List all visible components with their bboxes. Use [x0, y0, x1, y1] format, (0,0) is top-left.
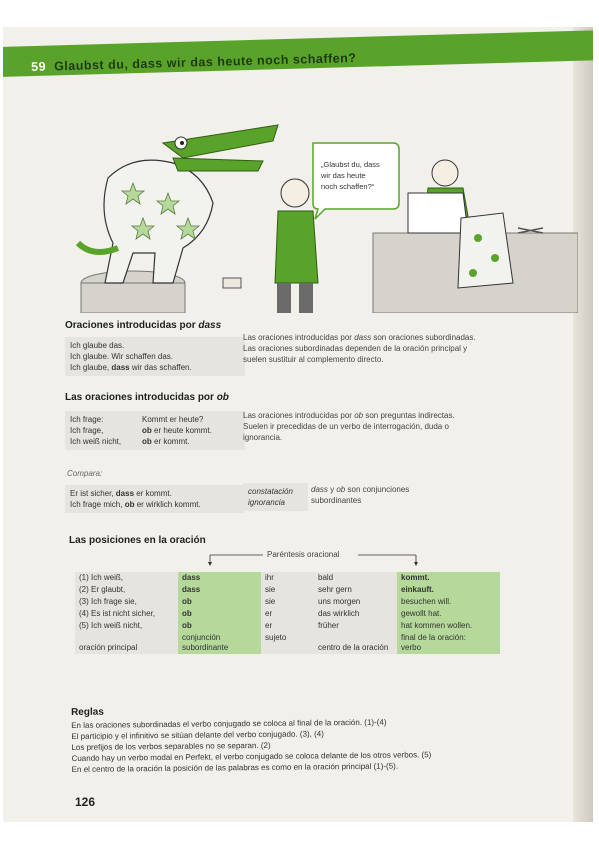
positions-cell: einkauft. [397, 584, 500, 596]
positions-row [75, 572, 500, 584]
positions-cell: ob [178, 620, 261, 632]
ob-row-3: Ich weiß nicht, ob er kommt. [70, 437, 190, 446]
footer-subj: sujeto [261, 632, 314, 654]
example-3: Ich glaube, dass wir das schaffen. [70, 363, 192, 372]
expl-line-3: suelen sustituir al complemento directo. [243, 355, 384, 364]
bubble-line-3: noch schaffen?“ [321, 182, 375, 191]
ob-expl-line-3: ignorancia. [243, 433, 283, 442]
compara-note-2: subordinantes [311, 496, 362, 505]
examples-dass [65, 337, 245, 376]
sewing-machine-icon [408, 193, 468, 233]
positions-cell: kommt. [397, 572, 500, 584]
footer-conj: conjunción subordinante [178, 632, 261, 654]
bubble-line-2: wir das heute [321, 171, 366, 180]
parenthesis-label: Paréntesis oracional [267, 550, 340, 559]
positions-cell: gewollt hat. [397, 608, 500, 620]
speech-bubble [313, 143, 399, 219]
bubble-line-1: „Glaubst du, dass [321, 160, 380, 169]
tag-ignorancia: ignorancia [248, 498, 285, 507]
footer-center: centro de la oración [314, 632, 397, 654]
tailor-body [275, 211, 318, 283]
rule-4: Cuando hay un verbo modal en Perfekt, el verbo conjugado se coloca delante de los otros verbos. (5) [71, 750, 432, 763]
crocodile-jaw-lower [173, 158, 263, 171]
section-title-positions: Las posiciones en la oración [69, 535, 206, 546]
compara-tags [243, 483, 308, 511]
crocodile-shirt [104, 160, 213, 283]
positions-cell: (5) Ich weiß nicht, [75, 620, 178, 632]
positions-cell: bald [314, 572, 397, 584]
positions-cell: hat kommen wollen. [397, 620, 500, 632]
examples-ob [65, 411, 245, 450]
positions-cell: (2) Er glaubt, [75, 584, 178, 596]
positions-cell: sie [261, 596, 314, 608]
rule-3: Los prefijos de los verbos separables no se separan. (2) [71, 740, 271, 752]
compara-label: Compara: [67, 469, 103, 478]
positions-cell: dass [178, 584, 261, 596]
positions-cell: sie [261, 584, 314, 596]
ob-expl-line-2: Suelen ir precedidas de un verbo de interrogación, duda o [243, 422, 449, 431]
rules-section [71, 702, 502, 774]
pedestal-base [81, 283, 185, 313]
positions-row [75, 620, 500, 632]
rule-2: El participio y el infinitivo se sitúan delante del verbo conjugado. (3), (4) [71, 729, 324, 741]
positions-cell: uns morgen [314, 596, 397, 608]
book-page [3, 27, 593, 822]
ob-expl-line-1: Las oraciones introducidas por ob son preguntas indirectas. [243, 411, 455, 420]
positions-cell: besuchen will. [397, 596, 500, 608]
footer-final: final de la oración: verbo [397, 632, 500, 654]
positions-cell: ob [178, 596, 261, 608]
example-2: Ich glaube. Wir schaffen das. [70, 352, 174, 361]
unit-title-text: Glaubst du, dass wir das heute noch schaffen? [53, 50, 357, 74]
explanation-dass [243, 332, 533, 365]
cake-icon [223, 278, 241, 288]
positions-cell: er [261, 620, 314, 632]
ob-row-2: Ich frage, ob er heute kommt. [70, 426, 212, 435]
positions-cell: (4) Es ist nicht sicher, [75, 608, 178, 620]
section-title-ob: Las oraciones introducidas por ob [65, 392, 229, 403]
positions-row [75, 608, 500, 620]
footer-main: oración principal [75, 632, 178, 654]
section-title-dass: Oraciones introducidas por dass [65, 320, 222, 331]
explanation-ob [243, 410, 533, 443]
positions-row [75, 584, 500, 596]
expl-line-2: Las oraciones subordinadas dependen de la oración principal y [243, 344, 468, 353]
positions-cell: (1) Ich weiß, [75, 572, 178, 584]
positions-cell: ihr [261, 572, 314, 584]
crocodile-tail [78, 243, 118, 252]
tag-constatacion: constatación [248, 487, 293, 496]
seamstress-head [432, 160, 458, 186]
positions-cell: früher [314, 620, 397, 632]
compara-examples [65, 485, 245, 513]
example-1: Ich glaube das. [70, 341, 125, 350]
rules-title: Reglas [71, 706, 104, 718]
fabric [458, 213, 513, 288]
positions-row [75, 596, 500, 608]
tailor-head [281, 179, 309, 207]
unit-number: 59 [31, 59, 47, 74]
compara-ex-1: Er ist sicher, dass er kommt. [70, 489, 172, 498]
positions-cell: das wirklich [314, 608, 397, 620]
positions-cell: sehr gern [314, 584, 397, 596]
expl-line-1: Las oraciones introducidas por dass son oraciones subordinadas. [243, 333, 476, 342]
positions-footer [75, 632, 500, 654]
illustration [63, 83, 578, 313]
positions-cell: ob [178, 608, 261, 620]
positions-cell: (3) Ich frage sie, [75, 596, 178, 608]
rule-1: En las oraciones subordinadas el verbo conjugado se coloca al final de la oración. (1)-(4) [71, 717, 387, 730]
compara-note: dass y ob son conjunciones subordinantes [311, 484, 511, 506]
page-number: 126 [75, 795, 96, 809]
scissors-icon [518, 228, 543, 233]
positions-cell: er [261, 608, 314, 620]
ob-row-1: Ich frage: Kommt er heute? [70, 415, 204, 424]
positions-cell: dass [178, 572, 261, 584]
rule-5: En el centro de la oración la posición de las palabras es como en la oración principal (1)-(5). [71, 761, 399, 774]
positions-table [75, 572, 500, 654]
compara-ex-2: Ich frage mich, ob er wirklich kommt. [70, 500, 201, 509]
